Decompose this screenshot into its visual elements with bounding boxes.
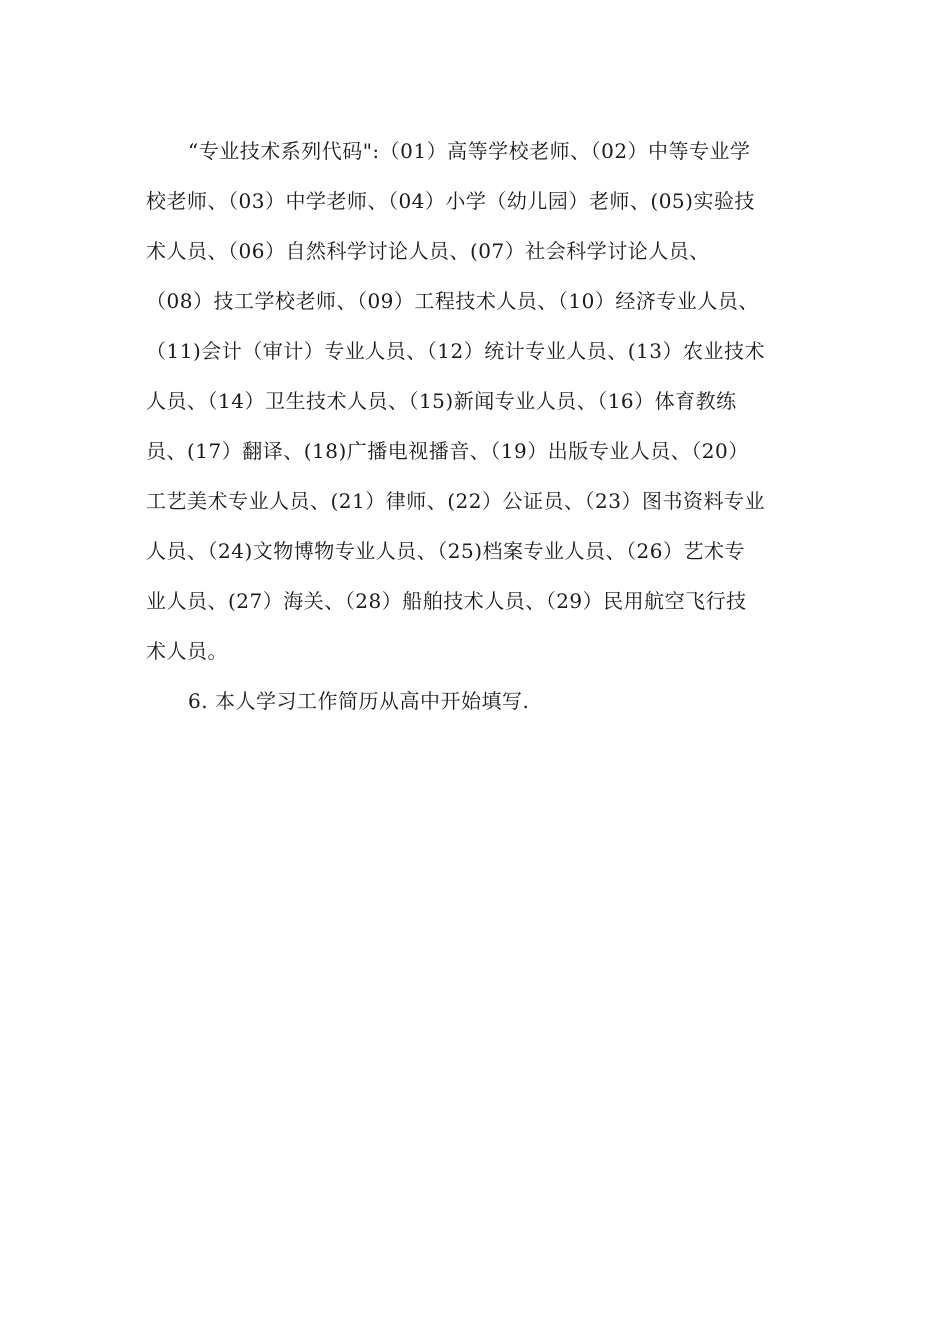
paragraph-line: 人员、（24)文物博物专业人员、（25)档案专业人员、（26）艺术专 bbox=[146, 539, 745, 563]
paragraph-line: 员、(17）翻译、(18)广播电视播音、（19）出版专业人员、（20） bbox=[146, 439, 749, 463]
paragraph-line: （08）技工学校老师、（09）工程技术人员、（10）经济专业人员、 bbox=[146, 289, 759, 313]
paragraph-line: 术人员。 bbox=[146, 639, 228, 663]
paragraph-line: （11)会计（审计）专业人员、（12）统计专业人员、(13）农业技术 bbox=[146, 339, 765, 363]
paragraph-line: 术人员、（06）自然科学讨论人员、(07）社会科学讨论人员、 bbox=[146, 239, 710, 263]
professional-series-codes-paragraph bbox=[146, 126, 816, 676]
paragraph-line: 人员、（14）卫生技术人员、（15)新闻专业人员、（16）体育教练 bbox=[146, 389, 737, 413]
paragraph-line: “专业技术系列代码":（01）高等学校老师、（02）中等专业学 bbox=[188, 139, 751, 163]
resume-instruction-text: 6. 本人学习工作简历从高中开始填写. bbox=[188, 689, 530, 713]
paragraph-line: 校老师、（03）中学老师、（04）小学（幼儿园）老师、(05)实验技 bbox=[146, 189, 755, 213]
paragraph-line: 工艺美术专业人员、(21）律师、(22）公证员、（23）图书资料专业 bbox=[146, 489, 765, 513]
resume-instruction-paragraph bbox=[146, 676, 816, 726]
paragraph-line: 业人员、(27）海关、（28）船舶技术人员、（29）民用航空飞行技 bbox=[146, 589, 747, 613]
